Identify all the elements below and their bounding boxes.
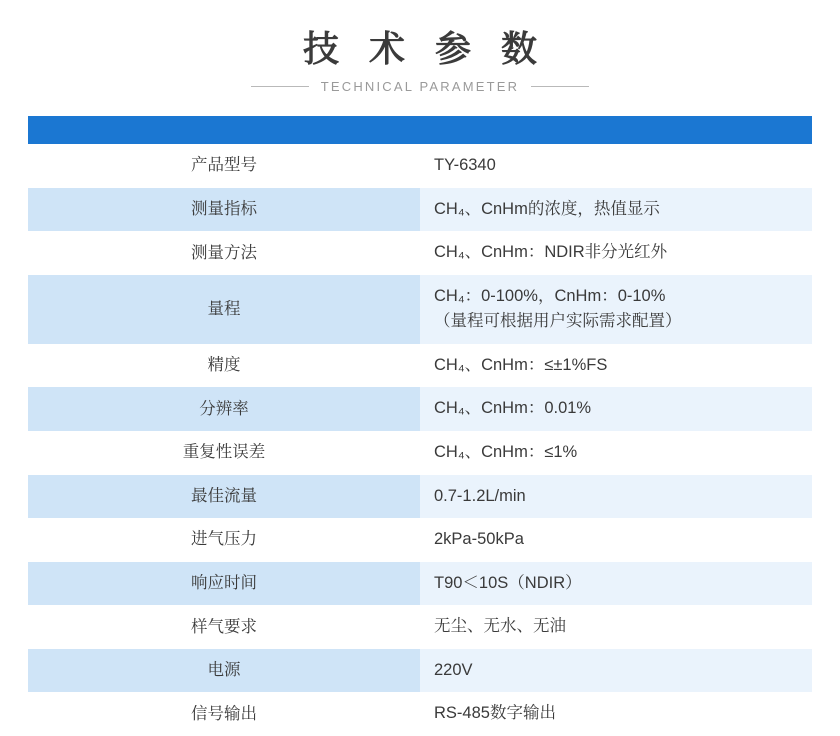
spec-value <box>420 475 812 519</box>
spec-value-line: CH₄：0-100%，CnHm：0-10% <box>434 286 666 305</box>
spec-value <box>420 649 812 693</box>
page-header <box>0 0 840 94</box>
spec-label: 进气压力 <box>28 518 420 562</box>
table-header-bar-cell <box>28 116 812 144</box>
spec-value-line: 220V <box>434 660 473 679</box>
spec-value <box>420 188 812 232</box>
table-row <box>28 649 812 693</box>
page-title: 技 术 参 数 <box>302 28 547 69</box>
table-row <box>28 692 812 736</box>
table-row <box>28 231 812 275</box>
spec-label: 测量指标 <box>28 188 420 232</box>
table-row <box>28 144 812 188</box>
spec-value-line: CH₄、CnHm：0.01% <box>434 399 592 418</box>
table-row <box>28 387 812 431</box>
spec-label: 产品型号 <box>28 144 420 188</box>
spec-label: 样气要求 <box>28 605 420 649</box>
table-header-bar <box>28 116 812 144</box>
spec-label: 响应时间 <box>28 562 420 606</box>
spec-table-wrap <box>0 116 840 736</box>
spec-label: 重复性误差 <box>28 431 420 475</box>
spec-value <box>420 518 812 562</box>
table-row <box>28 275 812 344</box>
spec-label: 测量方法 <box>28 231 420 275</box>
spec-label: 精度 <box>28 344 420 388</box>
spec-label: 分辨率 <box>28 387 420 431</box>
spec-value <box>420 387 812 431</box>
table-row <box>28 344 812 388</box>
spec-value-line: CH₄、CnHm：≤±1%FS <box>434 355 608 374</box>
table-row <box>28 188 812 232</box>
spec-value-line: CH₄、CnHm：≤1% <box>434 442 578 461</box>
spec-value-line: 无尘、无水、无油 <box>434 617 566 636</box>
spec-value <box>420 144 812 188</box>
spec-value-line: 2kPa-50kPa <box>434 530 524 549</box>
table-row <box>28 605 812 649</box>
divider-line-right <box>531 86 589 87</box>
spec-table-body <box>28 116 812 736</box>
table-row <box>28 431 812 475</box>
spec-label: 最佳流量 <box>28 475 420 519</box>
table-row <box>28 475 812 519</box>
table-row <box>28 518 812 562</box>
table-row <box>28 562 812 606</box>
spec-label: 电源 <box>28 649 420 693</box>
spec-value <box>420 692 812 736</box>
spec-value <box>420 275 812 344</box>
spec-value-line-secondary: （量程可根据用户实际需求配置） <box>434 312 682 331</box>
spec-label: 量程 <box>28 275 420 344</box>
spec-value <box>420 231 812 275</box>
spec-value <box>420 431 812 475</box>
spec-value-line: 0.7-1.2L/min <box>434 486 526 505</box>
spec-value-line: T90＜10S（NDIR） <box>434 573 582 592</box>
subtitle-row <box>0 79 840 94</box>
spec-value <box>420 562 812 606</box>
spec-value-line: RS-485数字输出 <box>434 704 556 723</box>
spec-value-line: CH₄、CnHm：NDIR非分光红外 <box>434 243 668 262</box>
spec-value <box>420 605 812 649</box>
spec-label: 信号输出 <box>28 692 420 736</box>
spec-value <box>420 344 812 388</box>
spec-table <box>28 116 812 736</box>
divider-line-left <box>251 86 309 87</box>
spec-value-line: TY-6340 <box>434 156 496 174</box>
page-subtitle: TECHNICAL PARAMETER <box>320 79 520 94</box>
spec-value-line: CH₄、CnHm的浓度，热值显示 <box>434 199 660 218</box>
